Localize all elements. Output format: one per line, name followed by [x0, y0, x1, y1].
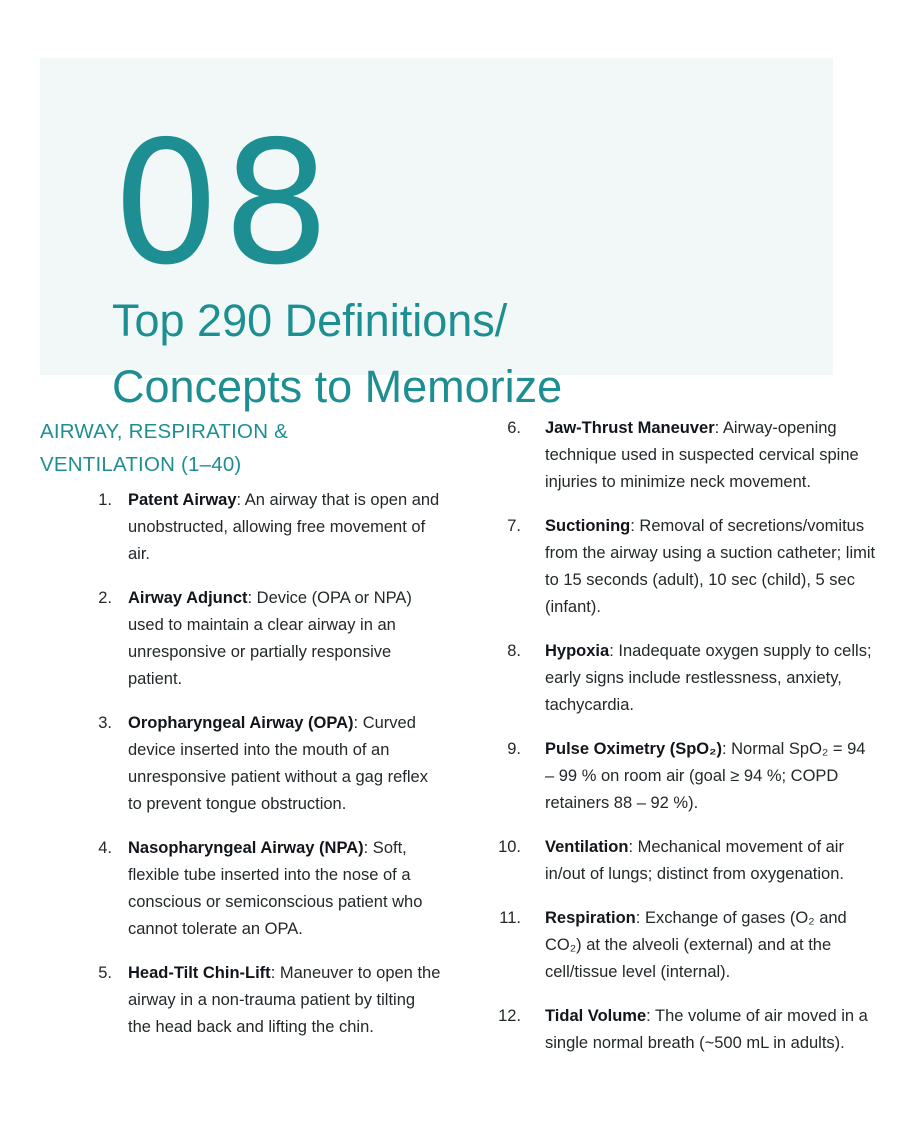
list-item-definition: : Exchange of gases (O₂ and CO₂) at the alveoli (external) and at the cell/tissue level (internal).	[545, 909, 847, 981]
list-item-number: 5.	[98, 964, 112, 982]
list-item	[477, 1003, 878, 1057]
list-item	[477, 513, 878, 621]
list-item-number: 4.	[98, 839, 112, 857]
list-item	[40, 487, 441, 568]
left-column	[40, 415, 441, 1074]
list-item	[40, 585, 441, 693]
list-item-definition: : The volume of air moved in a single normal breath (~500 mL in adults).	[545, 1007, 868, 1052]
list-item-definition: : An airway that is open and unobstructed, allowing free movement of air.	[128, 491, 440, 563]
list-item-term: Respiration	[545, 909, 636, 927]
list-item	[477, 415, 878, 496]
list-item	[40, 960, 441, 1041]
content-columns	[40, 415, 878, 1074]
list-item-number: 2.	[98, 589, 112, 607]
list-item-number: 1.	[98, 491, 112, 509]
page-title	[112, 288, 752, 420]
list-item-term: Patent Airway	[128, 491, 237, 509]
list-item-number: 8.	[507, 642, 521, 660]
list-item-definition: : Soft, flexible tube inserted into the nose of a conscious or semiconscious patient who cannot tolerate an OPA.	[128, 839, 423, 938]
list-item-term: Head-Tilt Chin-Lift	[128, 964, 271, 982]
list-item-term: Jaw-Thrust Maneuver	[545, 419, 715, 437]
section-heading-line-1: AIRWAY, RESPIRATION &	[40, 420, 288, 443]
list-item-definition: : Airway-opening technique used in suspected cervical spine injuries to minimize neck movement.	[545, 419, 859, 491]
list-item	[477, 638, 878, 719]
list-item-number: 9.	[507, 740, 521, 758]
definition-list-left	[40, 487, 441, 1041]
list-item-definition: : Inadequate oxygen supply to cells; early signs include restlessness, anxiety, tachycardia.	[545, 642, 872, 714]
list-item	[477, 736, 878, 817]
list-item-term: Tidal Volume	[545, 1007, 647, 1025]
list-item	[40, 835, 441, 943]
list-item-definition: : Maneuver to open the airway in a non-trauma patient by tilting the head back and lifting the chin.	[128, 964, 441, 1036]
list-item	[477, 834, 878, 888]
definition-list-right	[477, 415, 878, 1057]
chapter-number: 08	[112, 105, 333, 303]
section-heading	[40, 415, 441, 481]
list-item-term: Suctioning	[545, 517, 631, 535]
list-item-term: Pulse Oximetry (SpO₂)	[545, 740, 722, 758]
list-item-term: Oropharyngeal Airway (OPA)	[128, 714, 354, 732]
right-column	[477, 415, 878, 1074]
list-item-number: 7.	[507, 517, 521, 535]
list-item	[40, 710, 441, 818]
page-title-line-1: Top 290 Definitions/	[112, 295, 508, 346]
list-item-number: 11.	[499, 909, 521, 927]
list-item-term: Airway Adjunct	[128, 589, 248, 607]
section-heading-line-2: VENTILATION (1–40)	[40, 453, 242, 476]
list-item-term: Hypoxia	[545, 642, 610, 660]
page-title-line-2: Concepts to Memorize	[112, 361, 563, 412]
list-item-number: 6.	[507, 419, 521, 437]
list-item-definition: : Removal of secretions/vomitus from the airway using a suction catheter; limit to 15 seconds (adult), 10 sec (child), 5 sec (infant).	[545, 517, 876, 616]
list-item-definition: : Normal SpO₂ = 94 – 99 % on room air (goal ≥ 94 %; COPD retainers 88 – 92 %).	[545, 740, 866, 812]
list-item	[477, 905, 878, 986]
list-item-number: 3.	[98, 714, 112, 732]
list-item-number: 12.	[498, 1007, 521, 1025]
list-item-term: Nasopharyngeal Airway (NPA)	[128, 839, 364, 857]
list-item-definition: : Device (OPA or NPA) used to maintain a clear airway in an unresponsive or partially responsive patient.	[128, 589, 412, 688]
chapter-header-band	[40, 58, 833, 412]
list-item-number: 10.	[498, 838, 521, 856]
list-item-term: Ventilation	[545, 838, 629, 856]
list-item-definition: : Mechanical movement of air in/out of lungs; distinct from oxygenation.	[545, 838, 844, 883]
list-item-definition: : Curved device inserted into the mouth of an unresponsive patient without a gag reflex to prevent tongue obstruction.	[128, 714, 428, 813]
